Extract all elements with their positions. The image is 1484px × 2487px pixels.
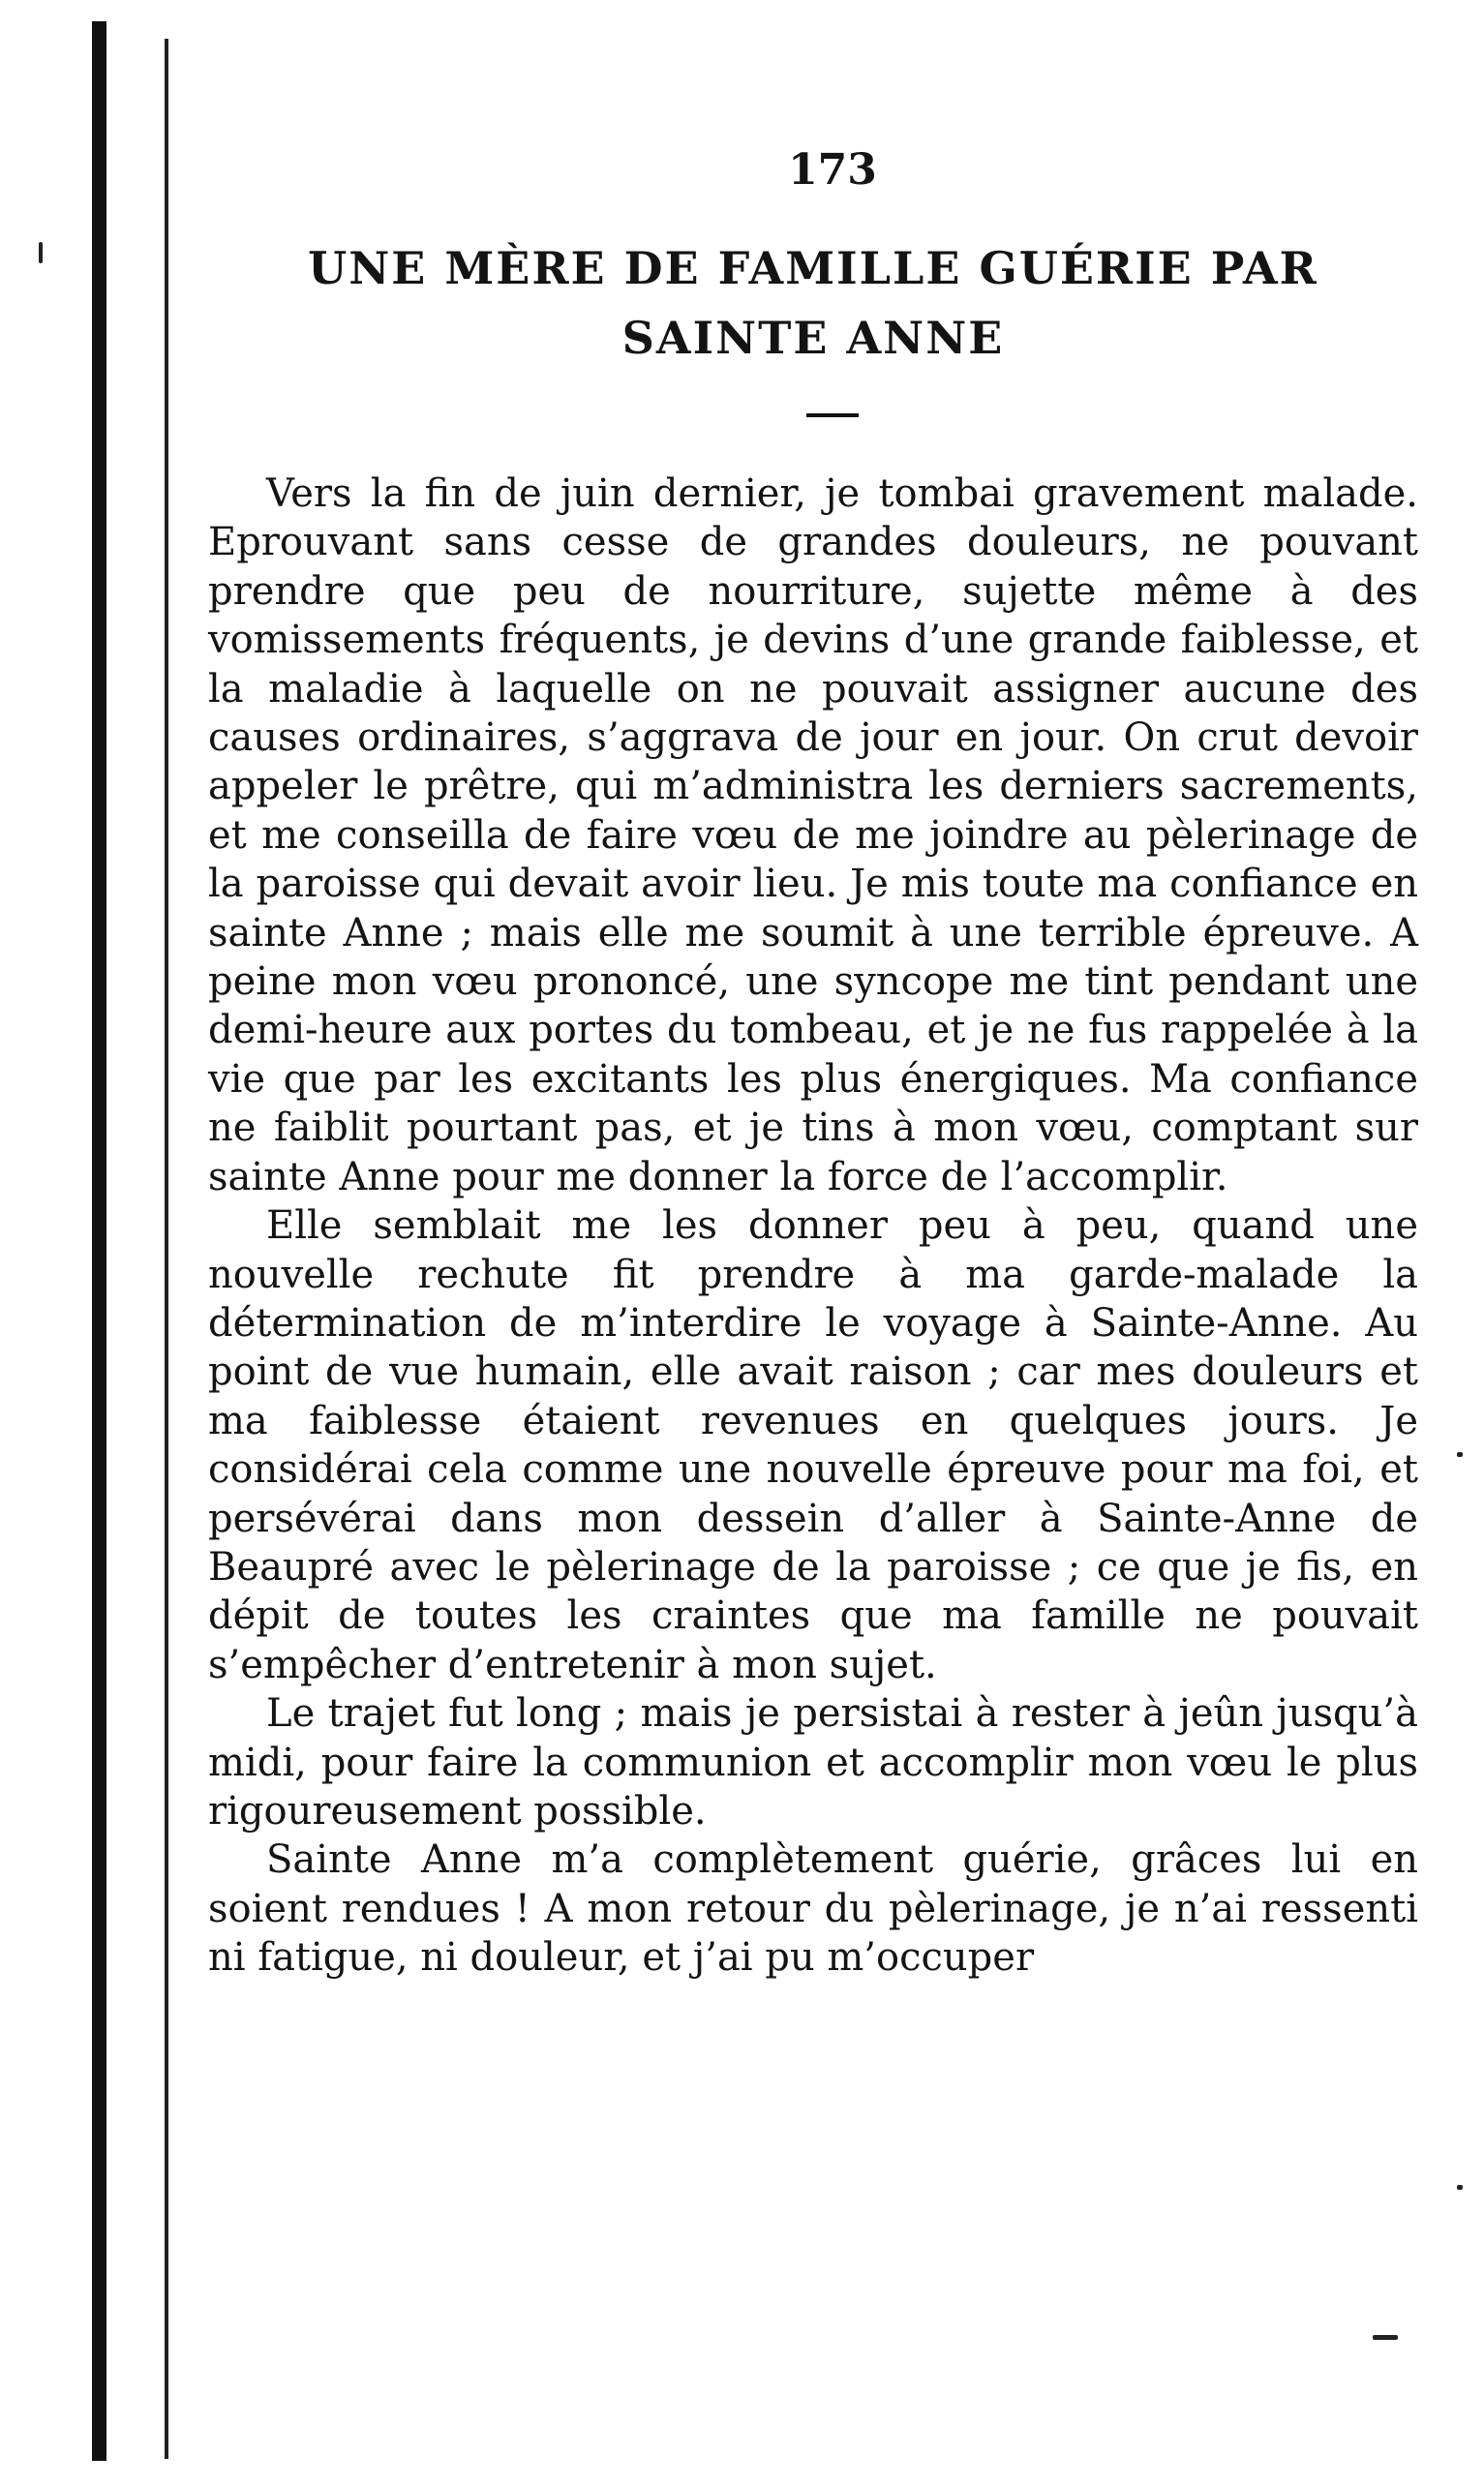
page-binding-edge (92, 21, 106, 2461)
paragraph: Sainte Anne m’a complètement guérie, grâces lui en soient rendues ! A mon retour du pèlerinage, je n’ai ressenti ni fatigue, ni douleur, et j’ai pu m’occuper (208, 1837, 1418, 1981)
ink-speck (1373, 2335, 1398, 2340)
ink-speck (1457, 1452, 1463, 1457)
title-rule (806, 413, 859, 417)
paragraph: Le trajet fut long ; mais je persistai à rester à jeûn jusqu’à midi, pour faire la communion et accomplir mon vœu le plus rigoureusement possible. (208, 1691, 1418, 1834)
page-content (208, 145, 1418, 1983)
page-number: 173 (788, 145, 877, 195)
ink-speck (1457, 2185, 1463, 2190)
chapter-title-line-2: SAINTE ANNE (621, 312, 1005, 364)
page-margin-line (165, 39, 168, 2459)
chapter-title-line-1: UNE MÈRE DE FAMILLE GUÉRIE PAR (308, 242, 1318, 294)
paragraph: Vers la fin de juin dernier, je tombai gravement malade. Eprouvant sans cesse de grandes douleurs, ne pouvant prendre que peu de nourriture, sujette même à des vomissements fréquents, je devins d’une grande faiblesse, et la maladie à laquelle on ne pouvait assigner aucune des causes ordinaires, s’aggrava de jour en jour. On crut devoir appeler le prêtre, qui m’administra les derniers sacrements, et me conseilla de faire vœu de me joindre au pèlerinage de la paroisse qui devait avoir lieu. Je mis toute ma confiance en sainte Anne ; mais elle me soumit à une terrible épreuve. A peine mon vœu prononcé, une syncope me tint pendant une demi-heure aux portes du tombeau, et je ne fus rappelée à la vie que par les excitants les plus énergiques. Ma confiance ne faiblit pourtant pas, et je tins à mon vœu, comptant sur sainte Anne pour me donner la force de l’accomplir. (208, 471, 1418, 1199)
ink-speck (39, 242, 43, 263)
paragraph: Elle semblait me les donner peu à peu, quand une nouvelle rechute fit prendre à ma garde-malade la détermination de m’interdire le voyage à Sainte-Anne. Au point de vue humain, elle avait raison ; car mes douleurs et ma faiblesse étaient revenues en quelques jours. Je considérai cela comme une nouvelle épreuve pour ma foi, et persévérai dans mon dessein d’aller à Sainte-Anne de Beaupré avec le pèlerinage de la paroisse ; ce que je fis, en dépit de toutes les craintes que ma famille ne pouvait s’empêcher d’entretenir à mon sujet. (208, 1203, 1418, 1687)
body-text (208, 470, 1418, 1983)
